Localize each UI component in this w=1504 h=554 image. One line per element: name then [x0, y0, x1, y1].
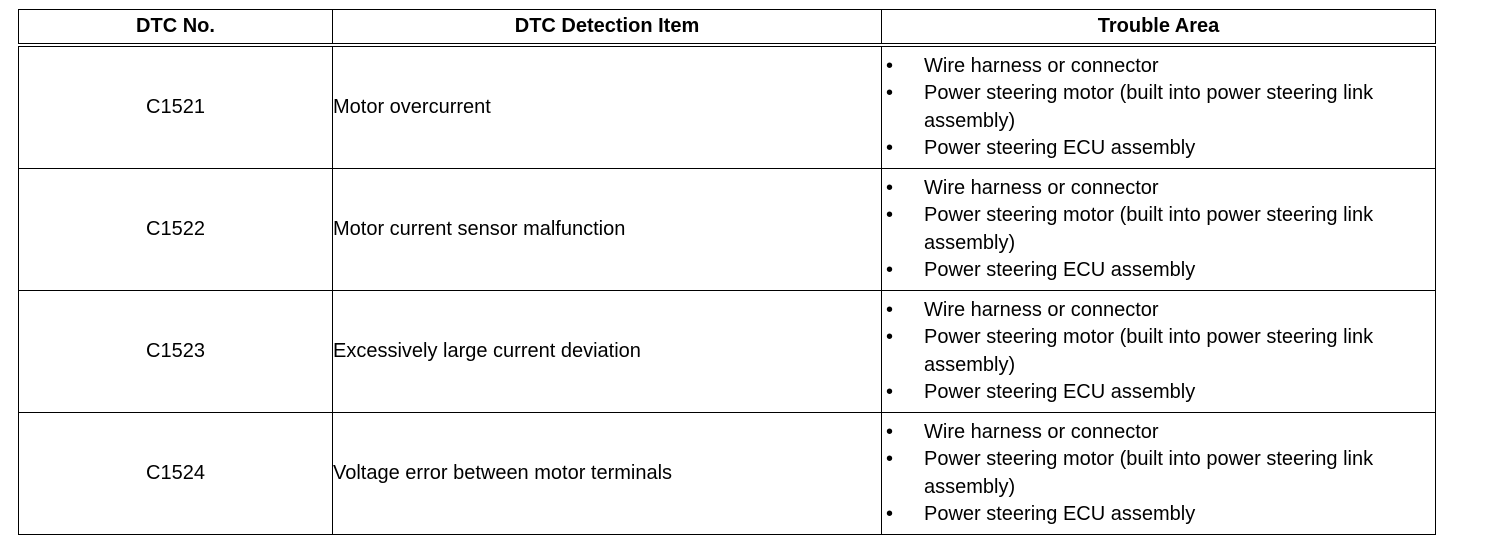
- trouble-area-text: Power steering ECU assembly: [924, 381, 1196, 403]
- trouble-area-list: [882, 53, 1435, 163]
- table-row: [19, 291, 1436, 413]
- trouble-area-cell: [882, 413, 1436, 535]
- table-row: [19, 413, 1436, 535]
- detection-item-cell: Voltage error between motor terminals: [333, 413, 882, 535]
- trouble-area-text: Power steering motor (built into power steering link assembly): [924, 448, 1374, 498]
- header-detection-item: DTC Detection Item: [333, 10, 882, 46]
- trouble-area-list: [882, 297, 1435, 407]
- trouble-area-text: Power steering motor (built into power steering link assembly): [924, 204, 1374, 254]
- bullet-icon: •: [886, 54, 894, 77]
- bullet-icon: •: [886, 176, 894, 199]
- dtc-code-cell: C1522: [19, 169, 333, 291]
- detection-item-cell: Motor overcurrent: [333, 45, 882, 169]
- trouble-area-text: Wire harness or connector: [924, 54, 1159, 77]
- list-item: [882, 446, 1435, 501]
- trouble-area-text: Power steering ECU assembly: [924, 503, 1196, 525]
- header-trouble-area: Trouble Area: [882, 10, 1436, 46]
- bullet-icon: •: [886, 420, 894, 443]
- list-item: [882, 324, 1435, 379]
- list-item: [882, 419, 1435, 447]
- list-item: [882, 135, 1435, 163]
- list-item: [882, 257, 1435, 285]
- trouble-area-text: Power steering motor (built into power steering link assembly): [924, 326, 1374, 376]
- table-header-row: [19, 10, 1436, 46]
- trouble-area-text: Wire harness or connector: [924, 298, 1159, 321]
- bullet-icon: •: [886, 448, 894, 470]
- trouble-area-cell: [882, 169, 1436, 291]
- list-item: [882, 53, 1435, 81]
- dtc-code-cell: C1521: [19, 45, 333, 169]
- list-item: [882, 202, 1435, 257]
- dtc-code-cell: C1524: [19, 413, 333, 535]
- trouble-area-text: Power steering ECU assembly: [924, 137, 1196, 159]
- bullet-icon: •: [886, 503, 894, 525]
- bullet-icon: •: [886, 82, 894, 104]
- trouble-area-text: Wire harness or connector: [924, 420, 1159, 443]
- trouble-area-text: Power steering ECU assembly: [924, 259, 1196, 281]
- list-item: [882, 80, 1435, 135]
- list-item: [882, 175, 1435, 203]
- bullet-icon: •: [886, 326, 894, 348]
- detection-item-cell: Excessively large current deviation: [333, 291, 882, 413]
- trouble-area-text: Wire harness or connector: [924, 176, 1159, 199]
- trouble-area-cell: [882, 45, 1436, 169]
- table-body: [19, 45, 1436, 535]
- list-item: [882, 379, 1435, 407]
- list-item: [882, 297, 1435, 325]
- header-dtc-no: DTC No.: [19, 10, 333, 46]
- bullet-icon: •: [886, 298, 894, 321]
- trouble-area-cell: [882, 291, 1436, 413]
- bullet-icon: •: [886, 381, 894, 403]
- dtc-table: [18, 9, 1436, 535]
- list-item: [882, 501, 1435, 529]
- trouble-area-text: Power steering motor (built into power steering link assembly): [924, 82, 1374, 132]
- bullet-icon: •: [886, 259, 894, 281]
- trouble-area-list: [882, 175, 1435, 285]
- bullet-icon: •: [886, 137, 894, 159]
- table-row: [19, 45, 1436, 169]
- table-row: [19, 169, 1436, 291]
- trouble-area-list: [882, 419, 1435, 529]
- detection-item-cell: Motor current sensor malfunction: [333, 169, 882, 291]
- bullet-icon: •: [886, 204, 894, 226]
- dtc-code-cell: C1523: [19, 291, 333, 413]
